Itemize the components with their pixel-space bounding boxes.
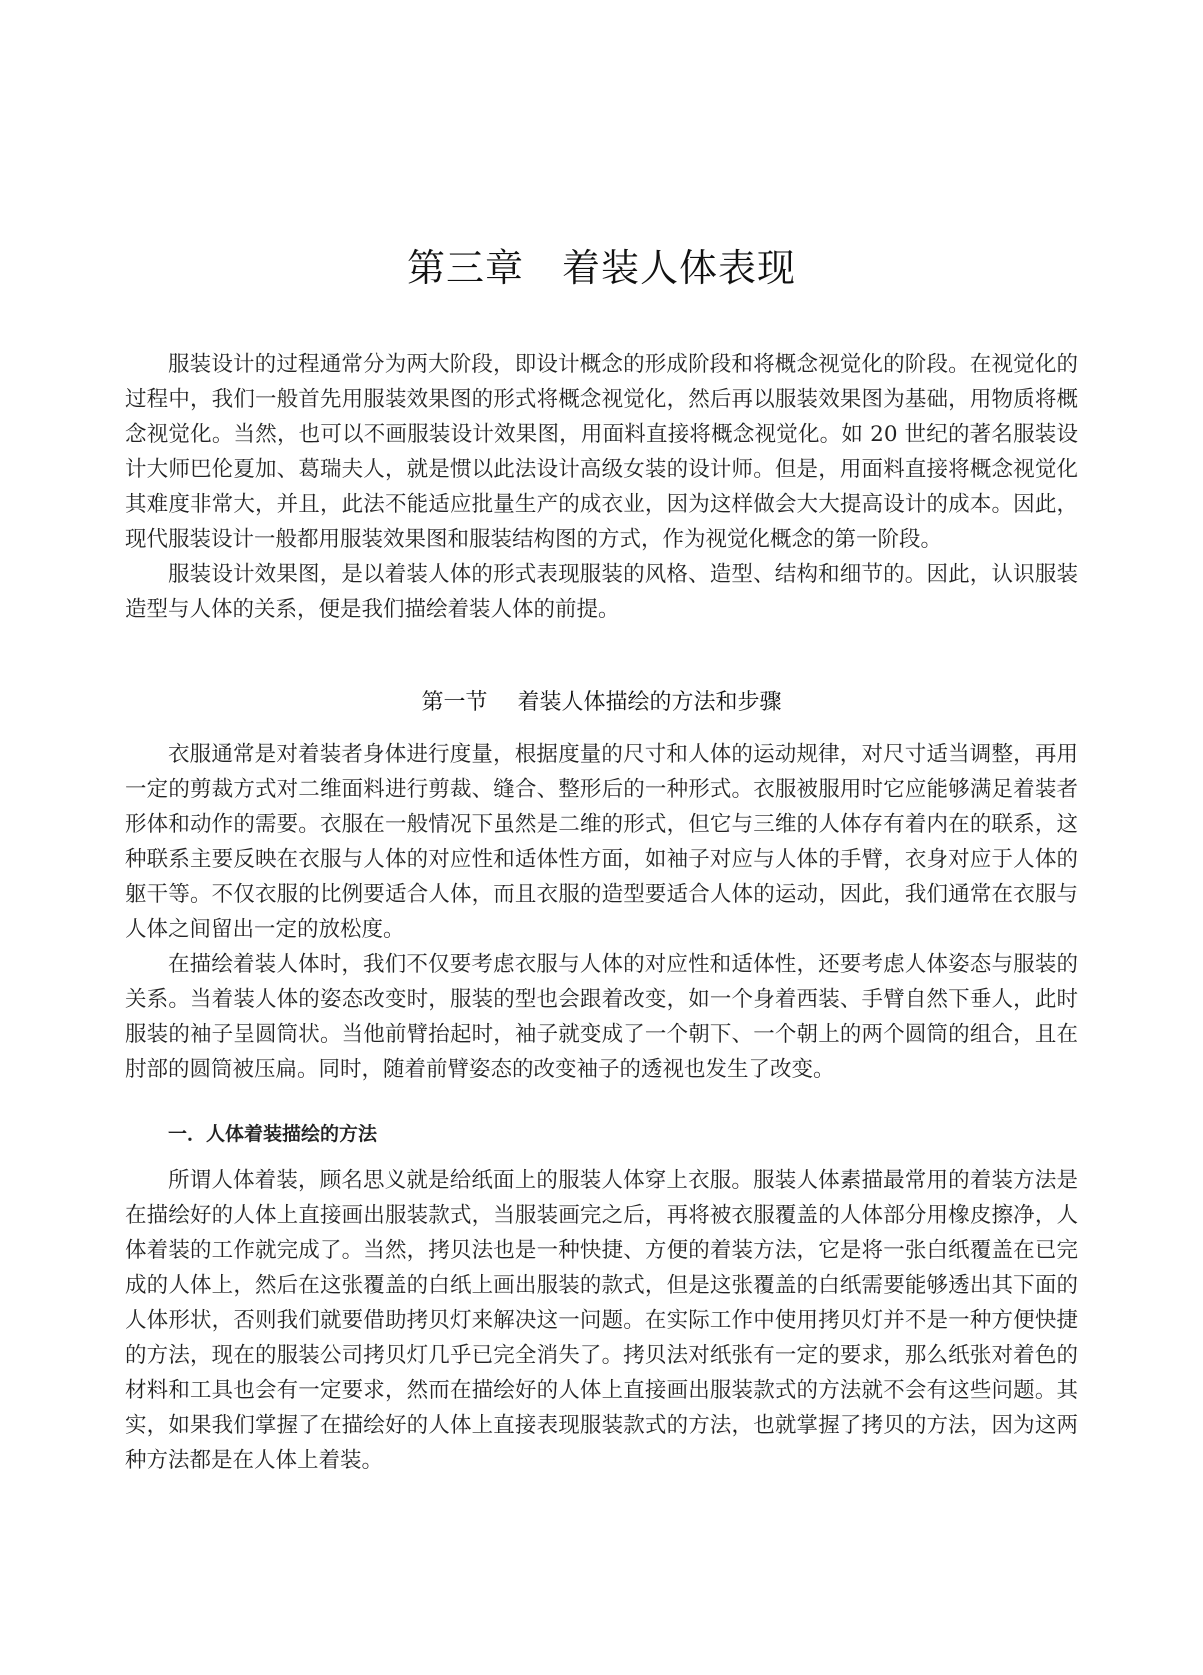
section-title (0, 685, 1203, 716)
paragraph: 服装设计的过程通常分为两大阶段，即设计概念的形成阶段和将概念视觉化的阶段。在视觉化的过程中，我们一般首先用服装效果图的形式将概念视觉化，然后再以服装效果图为基础，用物质将概念视觉化。当然，也可以不画服装设计效果图，用面料直接将概念视觉化。如 20 世纪的著名服装设计大师巴伦夏加、葛瑞夫人，就是惯以此法设计高级女装的设计师。但是，用面料直接将概念视觉化其难度非常大，并且，此法不能适应批量生产的成衣业，因为这样做会大大提高设计的成本。因此，现代服装设计一般都用服装效果图和服装结构图的方式，作为视觉化概念的第一阶段。 (125, 352, 1078, 552)
paragraph: 衣服通常是对着装者身体进行度量，根据度量的尺寸和人体的运动规律，对尺寸适当调整，再用一定的剪裁方式对二维面料进行剪裁、缝合、整形后的一种形式。衣服被服用时它应能够满足着装者形体和动作的需要。衣服在一般情况下虽然是二维的形式，但它与三维的人体存有着内在的联系，这种联系主要反映在衣服与人体的对应性和适体性方面，如袖子对应与人体的手臂，衣身对应于人体的躯干等。不仅衣服的比例要适合人体，而且衣服的造型要适合人体的运动，因此，我们通常在衣服与人体之间留出一定的放松度。 (125, 742, 1078, 942)
section-name: 着装人体描绘的方法和步骤 (517, 690, 782, 715)
intro-text (125, 347, 1078, 627)
chapter-title (0, 237, 1203, 292)
paragraph: 服装设计效果图，是以着装人体的形式表现服装的风格、造型、结构和细节的。因此，认识服装造型与人体的关系，便是我们描绘着装人体的前提。 (125, 562, 1078, 622)
section-number: 第一节 (421, 690, 488, 715)
subsection-title: 一．人体着装描绘的方法 (168, 1123, 378, 1145)
paragraph: 所谓人体着装，顾名思义就是给纸面上的服装人体穿上衣服。服装人体素描最常用的着装方法是在描绘好的人体上直接画出服装款式，当服装画完之后，再将被衣服覆盖的人体部分用橡皮擦净，人体着装的工作就完成了。当然，拷贝法也是一种快捷、方便的着装方法，它是将一张白纸覆盖在已完成的人体上，然后在这张覆盖的白纸上画出服装的款式，但是这张覆盖的白纸需要能够透出其下面的人体形状，否则我们就要借助拷贝灯来解决这一问题。在实际工作中使用拷贝灯并不是一种方便快捷的方法，现在的服装公司拷贝灯几乎已完全消失了。拷贝法对纸张有一定的要求，那么纸张对着色的材料和工具也会有一定要求，然而在描绘好的人体上直接画出服装款式的方法就不会有这些问题。其实，如果我们掌握了在描绘好的人体上直接表现服装款式的方法，也就掌握了拷贝的方法，因为这两种方法都是在人体上着装。 (125, 1168, 1078, 1473)
paragraph: 在描绘着装人体时，我们不仅要考虑衣服与人体的对应性和适体性，还要考虑人体姿态与服装的关系。当着装人体的姿态改变时，服装的型也会跟着改变，如一个身着西装、手臂自然下垂人，此时服装的袖子呈圆筒状。当他前臂抬起时，袖子就变成了一个朝下、一个朝上的两个圆筒的组合，且在肘部的圆筒被压扁。同时，随着前臂姿态的改变袖子的透视也发生了改变。 (125, 952, 1078, 1082)
chapter-number: 第三章 (406, 246, 524, 290)
section-text (125, 737, 1078, 1087)
subsection-text (125, 1163, 1078, 1478)
chapter-name: 着装人体表现 (562, 246, 797, 290)
